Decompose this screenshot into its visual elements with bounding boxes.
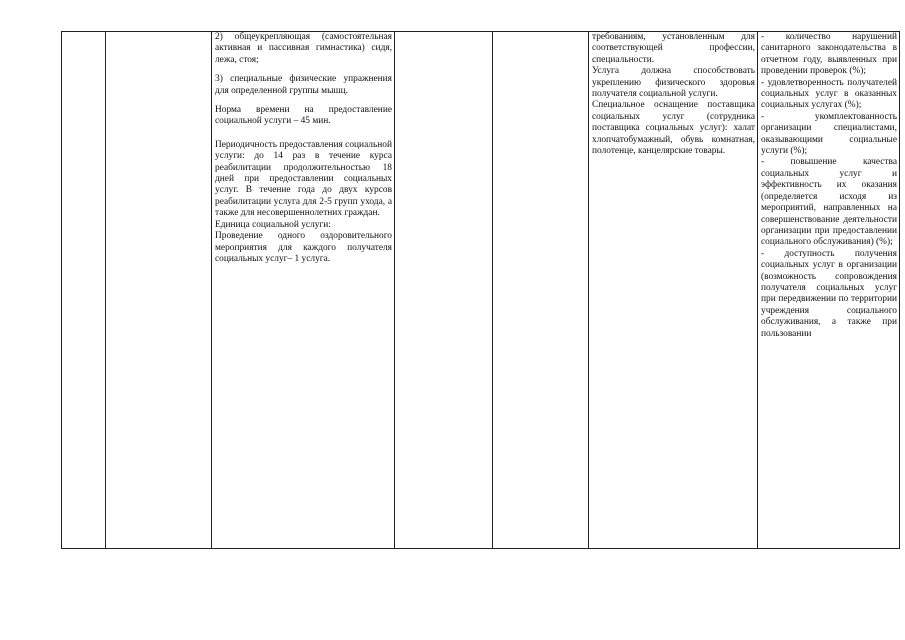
conditions-paragraph: требованиям, установленным для соответствующей профессии, специальности. (592, 32, 755, 65)
conditions-paragraph: Услуга должна способствовать укреплению физического здоровья получателя социальной услуги. (592, 66, 755, 100)
column-number-cell (62, 32, 106, 549)
indicator-paragraph: - количество нарушений санитарного законодательства в отчетном году, выявленных при проведении проверок (%); (761, 32, 897, 77)
indicator-paragraph: - укомплектованность организации специалистами, оказывающими социальные услуги (%); (761, 111, 897, 157)
conditions-paragraph: Специальное оснащение поставщика социальных услуг (сотрудника поставщика социальных услуг): халат хлопчатобумажный, обувь комнатная, полотенце, канцелярские товары. (592, 100, 755, 157)
column-empty-cell (395, 32, 493, 549)
description-paragraph: Единица социальной услуги: (215, 219, 331, 230)
column-empty-cell (493, 32, 589, 549)
table-row (62, 32, 900, 549)
description-paragraph: Проведение одного оздоровительного мероприятия для каждого получателя социальных услуг– 1 услуга. (215, 231, 392, 264)
description-paragraph: 3) специальные физические упражнения для определенной группы мышц. (215, 74, 392, 96)
column-description-cell (212, 32, 395, 549)
description-paragraph: Периодичность предоставления социальной услуги: до 14 раз в течение курса реабилитации продолжительностью 18 дней при предоставлении социальных услуг. В течение года до двух курсов реабилитации услуга для 2-5 групп ухода, а также для несовершеннолетних граждан. (215, 139, 392, 219)
column-conditions-cell (589, 32, 758, 549)
indicator-paragraph: - удовлетворенность получателей социальных услуг в оказанных социальных услугах (%); (761, 77, 897, 111)
description-paragraph: 2) общеукрепляющая (самостоятельная активная и пассивная гимнастика) сидя, лежа, стоя; (215, 32, 392, 65)
description-paragraph: Норма времени на предоставление социальной услуги – 45 мин. (215, 105, 392, 127)
services-table (61, 31, 900, 549)
indicator-paragraph: - доступность получения социальных услуг в организации (возможность сопровождения получателя социальных услуг при передвижении по территории учреждения социального обслуживания, а также при пользовании (761, 248, 897, 339)
column-service-name-cell (106, 32, 212, 549)
indicator-paragraph: - повышение качества социальных услуг и эффективность их оказания (определяется исходя из мероприятий, направленных на совершенствование деятельности организации при предоставлении социального обслуживания) (%); (761, 157, 897, 248)
column-indicators-cell (758, 32, 900, 549)
